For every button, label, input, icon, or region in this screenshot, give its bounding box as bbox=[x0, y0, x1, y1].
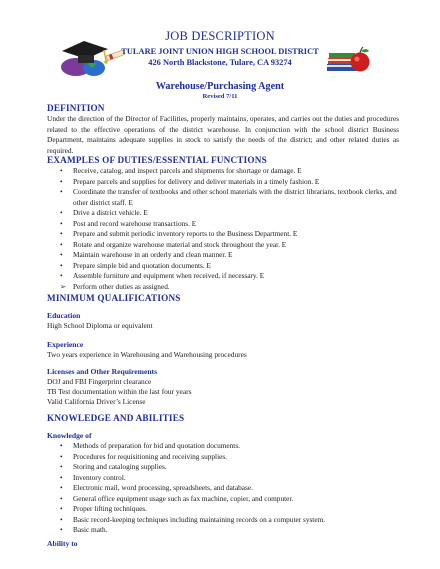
list-item: • Post and record warehouse transactions. E bbox=[60, 218, 197, 228]
bullet-icon: • bbox=[60, 187, 63, 196]
list-item: • Proper lifting techniques. bbox=[60, 504, 147, 513]
education-heading: Education bbox=[47, 311, 81, 320]
list-item: • Rotate and organize warehouse material and stock throughout the year. E bbox=[60, 239, 287, 249]
list-item: • Maintain warehouse in an orderly and clean manner. E bbox=[60, 250, 233, 259]
list-item: • Basic math. bbox=[60, 525, 108, 534]
bullet-icon: • bbox=[60, 504, 63, 513]
bullet-icon: • bbox=[60, 271, 63, 280]
bullet-icon: • bbox=[60, 176, 63, 186]
bullet-icon: • bbox=[60, 493, 63, 503]
experience-text: Two years experience in Warehousing and Warehousing procedures bbox=[47, 350, 247, 359]
list-item: • General office equipment usage such as fax machine, copier, and computer. bbox=[60, 493, 294, 503]
list-item: • Drive a district vehicle. E bbox=[60, 208, 148, 217]
document-title: JOB DESCRIPTION bbox=[165, 29, 275, 43]
apple-books-clipart-icon bbox=[326, 40, 372, 74]
duties-list bbox=[60, 166, 400, 292]
bullet-icon: • bbox=[60, 208, 63, 217]
bullet-icon: • bbox=[60, 462, 63, 471]
bullet-icon: • bbox=[60, 483, 63, 492]
list-item: • Assemble furniture and equipment when received, if necessary. E bbox=[60, 271, 265, 280]
bullet-icon: • bbox=[60, 525, 63, 534]
duties-heading: EXAMPLES OF DUTIES/ESSENTIAL FUNCTIONS bbox=[47, 155, 267, 165]
bullet-icon: • bbox=[60, 250, 63, 259]
bullet-icon: • bbox=[60, 166, 63, 175]
license-line: Valid California Driver’s License bbox=[47, 397, 146, 406]
bullet-icon: • bbox=[60, 514, 63, 524]
bullet-icon: • bbox=[60, 239, 63, 249]
revised-date: Revised 7/11 bbox=[202, 93, 238, 100]
license-line: TB Test documentation within the last four years bbox=[47, 387, 192, 396]
arrow-bullet-icon: ➢ bbox=[60, 281, 67, 291]
list-item: ➢ Perform other duties as assigned. bbox=[60, 281, 170, 291]
bullet-icon: • bbox=[60, 229, 63, 238]
list-item: • Basic record-keeping techniques including maintaining records on a computer system. bbox=[60, 514, 326, 524]
list-item: • Storing and cataloging supplies. bbox=[60, 462, 167, 471]
experience-heading: Experience bbox=[47, 340, 84, 349]
bullet-icon: • bbox=[60, 218, 63, 228]
license-line: DOJ and FBI Fingerprint clearance bbox=[47, 377, 152, 386]
list-item: • Inventory control. bbox=[60, 472, 126, 482]
qualifications-heading: MINIMUM QUALIFICATIONS bbox=[47, 293, 181, 303]
knowledge-of-heading: Knowledge of bbox=[47, 431, 92, 440]
education-text: High School Diploma or equivalent bbox=[47, 321, 153, 330]
list-item: • Prepare parcels and supplies for delivery and deliver materials in a timely fashion. E bbox=[60, 176, 320, 186]
bullet-icon: • bbox=[60, 260, 63, 270]
licenses-heading: Licenses and Other Requirements bbox=[47, 367, 158, 376]
district-name: TULARE JOINT UNION HIGH SCHOOL DISTRICT bbox=[121, 47, 319, 56]
definition-text: Under the direction of the Director of Facilities, properly maintains, operates, and carries out the duties and procedures related to the effective operations of the district warehouse. In conjunction with the school district Business Department, maintains adequate supplies in stock to satisfy the needs of the district; and other related duties as required. bbox=[47, 114, 399, 155]
job-title: Warehouse/Purchasing Agent bbox=[155, 81, 285, 92]
ability-to-heading: Ability to bbox=[47, 539, 78, 548]
list-item: • Coordinate the transfer of textbooks and other school materials with the district librarians, textbook clerks, and other district staff. E bbox=[60, 187, 397, 207]
list-item: • Procedures for requisitioning and receiving supplies. bbox=[60, 451, 228, 461]
bullet-icon: • bbox=[60, 441, 63, 450]
district-address: 426 North Blackstone, Tulare, CA 93274 bbox=[148, 58, 292, 67]
bullet-icon: • bbox=[60, 472, 63, 482]
definition-heading: DEFINITION bbox=[47, 103, 105, 113]
list-item: • Electronic mail, word processing, spreadsheets, and database. bbox=[60, 483, 253, 492]
knowledge-heading: KNOWLEDGE AND ABILITIES bbox=[47, 413, 185, 423]
knowledge-list bbox=[60, 441, 400, 536]
list-item: • Methods of preparation for bid and quotation documents. bbox=[60, 441, 240, 450]
bullet-icon: • bbox=[60, 451, 63, 461]
list-item: • Prepare and submit periodic inventory reports to the Business Department. E bbox=[60, 229, 298, 238]
list-item: • Receive, catalog, and inspect parcels and shipments for shortage or damage. E bbox=[60, 166, 302, 175]
list-item: • Prepare simple bid and quotation documents. E bbox=[60, 260, 212, 270]
